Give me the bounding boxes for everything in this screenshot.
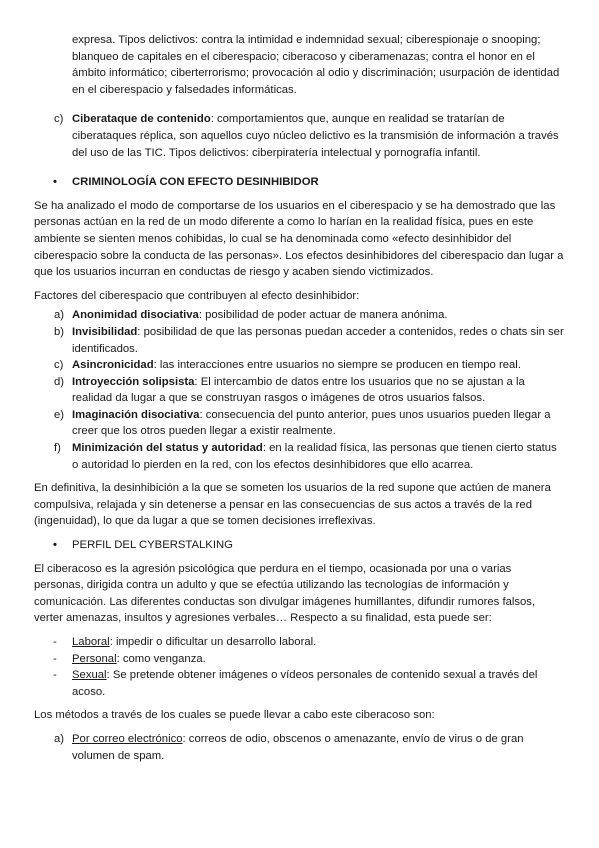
list-text: : impedir o dificultar un desarrollo laboral. [109,636,317,648]
list-text: : El intercambio de datos entre los usuarios que no se ajustan a la realidad da lugar a que se construyan rasgos o imágenes de otros usuarios falsos. [72,375,525,405]
list-item [34,731,564,764]
bullet-icon: • [53,176,57,189]
list-marker: - [53,636,57,648]
section-heading-text: CRIMINOLOGÍA CON EFECTO DESINHIBIDOR [72,176,319,189]
list-marker: e) [54,408,65,421]
purposes-list [34,634,564,700]
methods-list [34,731,564,764]
list-term: Laboral [72,636,110,648]
list-item [34,357,564,374]
list-marker: - [53,652,57,665]
list-term: Imaginación disociativa [72,408,200,421]
paragraph-conclusion: En definitiva, la desinhibición a la que se someten los usuarios de la red supone que actúen de manera compulsiva, relajada y sin detenerse a pensar en las consecuencias de sus actos a través de la red (ingenuidad), lo que da lugar a que se tomen decisiones irreflexivas. [34,482,551,528]
intro-continuation: expresa. Tipos delictivos: contra la intimidad e indemnidad sexual; ciberespionaje o snooping; blanqueo de capitales en el ciberespacio; ciberacoso y ciberamenazas; contra el honor en el ámbito informático; ciberterrorismo; provocación al odio y discriminación; usurpación de identidad en el ciberespacio y falsedades informáticas. [72,34,560,96]
list-term: Personal [72,652,117,665]
list-term: Introyección solipsista [72,375,195,388]
list-term: Asincronicidad [72,359,154,372]
list-item [34,324,564,357]
list-item [34,667,564,700]
list-marker: d) [54,375,65,388]
list-item [34,307,564,324]
list-marker: b) [54,325,65,338]
list-text: : correos de odio, obscenos o amenazante, envío de virus o de gran volumen de spam. [72,732,524,762]
list-marker: - [53,669,57,682]
list-text: : como venganza. [116,652,206,665]
list-term: Invisibilidad [72,325,138,338]
list-marker: a) [54,732,65,745]
list-text: : posibilidad de que las personas puedan acceder a contenidos, redes o chats sin ser identificados. [72,325,564,355]
list-text: : Se pretende obtener imágenes o vídeos personales de contenido sexual a través del acoso. [72,669,538,698]
list-marker: c) [54,359,64,372]
list-term: Ciberataque de contenido [72,113,211,126]
list-item [34,440,564,473]
list-marker: a) [54,309,65,322]
methods-intro: Los métodos a través de los cuales se puede llevar a cabo este ciberacoso son: [34,709,435,722]
list-item [34,407,564,440]
list-item-ciberataque-contenido [34,111,564,161]
list-term: Por correo electrónico [72,732,183,745]
list-marker: f) [54,442,61,455]
list-marker: c) [54,113,64,126]
list-term: Sexual [72,669,107,682]
list-item [34,634,564,651]
list-term: Minimización del status y autoridad [72,442,263,455]
list-text: : las interacciones entre usuarios no siempre se producen en tiempo real. [153,359,521,372]
factors-intro: Factores del ciberespacio que contribuyen al efecto desinhibidor: [34,289,360,302]
section-heading-text: PERFIL DEL CYBERSTALKING [72,539,233,552]
list-text: : comportamientos que, aunque en realidad se tratarían de ciberataques réplica, son aquellos cuyo núcleo delictivo es la transmisión de información a través del uso de las TIC. Tipos delictivos: ciberpiratería intelectual y pornografía infantil. [72,113,559,159]
factors-list [34,307,564,473]
list-text: : en la realidad física, las personas que tienen cierto status o autoridad lo pierden en la red, con los efectos desinhibidores que ello acarrea. [72,442,557,471]
bullet-icon: • [53,539,57,552]
document-page [34,32,564,764]
list-item [34,374,564,407]
section-heading-criminologia [34,174,564,191]
list-term: Anonimidad disociativa [72,309,199,322]
list-item [34,651,564,668]
section-heading-cyberstalking [34,537,564,554]
list-text: : posibilidad de poder actuar de manera anónima. [198,309,448,322]
list-text: : consecuencia del punto anterior, pues unos usuarios pueden llegar a creer que los otros pueden llegar a existir realmente. [72,408,551,438]
paragraph-ciberacoso: El ciberacoso es la agresión psicológica que perdura en el tiempo, ocasionada por una o varias personas, dirigida contra un adulto y que se efectúa utilizando las tecnologías de información y comunicación. Las diferentes conductas son divulgar imágenes humillantes, difundir rumores falsos, verter amenazas, insultos y agresiones verbales… Respecto a su finalidad, esta puede ser: [34,562,536,625]
paragraph-efecto-desinhibidor: Se ha analizado el modo de comportarse de los usuarios en el ciberespacio y se ha demostrado que las personas actúan en la red de un modo diferente a como lo harían en la realidad física, pues en este ambiente se sienten menos cohibidas, lo cual se ha denominada como «efecto desinhibidor del ciberespacio sobre la conducta de las personas». Los efectos desinhibidores del ciberespacio dan lugar a que los usuarios incurran en conductas de riesgo y acaben siendo victimizados. [34,199,564,279]
